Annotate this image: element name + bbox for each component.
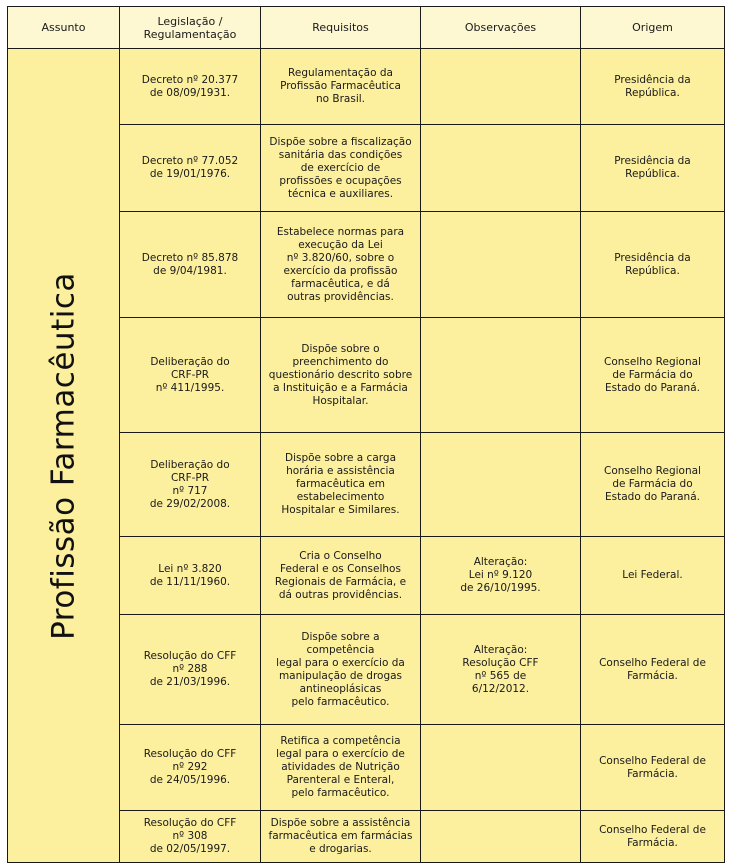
cell-legislacao: Resolução do CFF nº 288 de 21/03/1996. <box>120 615 261 725</box>
cell-origem: Lei Federal. <box>581 537 725 615</box>
header-assunto: Assunto <box>8 7 120 49</box>
cell-origem: Conselho Federal de Farmácia. <box>581 615 725 725</box>
cell-observacoes <box>421 725 581 811</box>
header-observacoes: Observações <box>421 7 581 49</box>
cell-observacoes <box>421 811 581 863</box>
cell-legislacao: Deliberação do CRF-PR nº 411/1995. <box>120 318 261 433</box>
header-legislacao: Legislação / Regulamentação <box>120 7 261 49</box>
cell-legislacao: Resolução do CFF nº 308 de 02/05/1997. <box>120 811 261 863</box>
cell-requisitos: Dispõe sobre o preenchimento do questionário descrito sobre a Instituição e a Farmácia Hospitalar. <box>261 318 421 433</box>
cell-requisitos: Regulamentação da Profissão Farmacêutica no Brasil. <box>261 49 421 125</box>
cell-origem: Presidência da República. <box>581 125 725 212</box>
cell-origem: Conselho Federal de Farmácia. <box>581 725 725 811</box>
cell-observacoes: Alteração: Lei nº 9.120 de 26/10/1995. <box>421 537 581 615</box>
subject-label: Profissão Farmacêutica <box>45 271 81 640</box>
cell-origem: Conselho Federal de Farmácia. <box>581 811 725 863</box>
cell-requisitos: Retifica a competência legal para o exercício de atividades de Nutrição Parenteral e Enteral, pelo farmacêutico. <box>261 725 421 811</box>
cell-origem: Conselho Regional de Farmácia do Estado do Paraná. <box>581 433 725 537</box>
header-requisitos: Requisitos <box>261 7 421 49</box>
cell-requisitos: Dispõe sobre a carga horária e assistência farmacêutica em estabelecimento Hospitalar e Similares. <box>261 433 421 537</box>
cell-legislacao: Deliberação do CRF-PR nº 717 de 29/02/2008. <box>120 433 261 537</box>
cell-legislacao: Lei nº 3.820 de 11/11/1960. <box>120 537 261 615</box>
cell-requisitos: Dispõe sobre a competência legal para o exercício da manipulação de drogas antineoplásicas pelo farmacêutico. <box>261 615 421 725</box>
cell-requisitos: Dispõe sobre a fiscalização sanitária das condições de exercício de profissões e ocupações técnica e auxiliares. <box>261 125 421 212</box>
header-row <box>8 7 725 49</box>
cell-requisitos: Estabelece normas para execução da Lei nº 3.820/60, sobre o exercício da profissão farmacêutica, e dá outras providências. <box>261 212 421 318</box>
cell-observacoes <box>421 49 581 125</box>
subject-cell <box>8 49 120 863</box>
header-origem: Origem <box>581 7 725 49</box>
legislation-table <box>7 6 725 863</box>
cell-observacoes <box>421 433 581 537</box>
cell-observacoes: Alteração: Resolução CFF nº 565 de 6/12/2012. <box>421 615 581 725</box>
cell-legislacao: Decreto nº 85.878 de 9/04/1981. <box>120 212 261 318</box>
cell-origem: Presidência da República. <box>581 49 725 125</box>
table-row <box>8 49 725 125</box>
cell-origem: Conselho Regional de Farmácia do Estado do Paraná. <box>581 318 725 433</box>
cell-legislacao: Decreto nº 77.052 de 19/01/1976. <box>120 125 261 212</box>
cell-legislacao: Decreto nº 20.377 de 08/09/1931. <box>120 49 261 125</box>
cell-legislacao: Resolução do CFF nº 292 de 24/05/1996. <box>120 725 261 811</box>
cell-requisitos: Dispõe sobre a assistência farmacêutica em farmácias e drogarias. <box>261 811 421 863</box>
cell-requisitos: Cria o Conselho Federal e os Conselhos Regionais de Farmácia, e dá outras providências. <box>261 537 421 615</box>
cell-observacoes <box>421 212 581 318</box>
cell-observacoes <box>421 318 581 433</box>
cell-origem: Presidência da República. <box>581 212 725 318</box>
cell-observacoes <box>421 125 581 212</box>
